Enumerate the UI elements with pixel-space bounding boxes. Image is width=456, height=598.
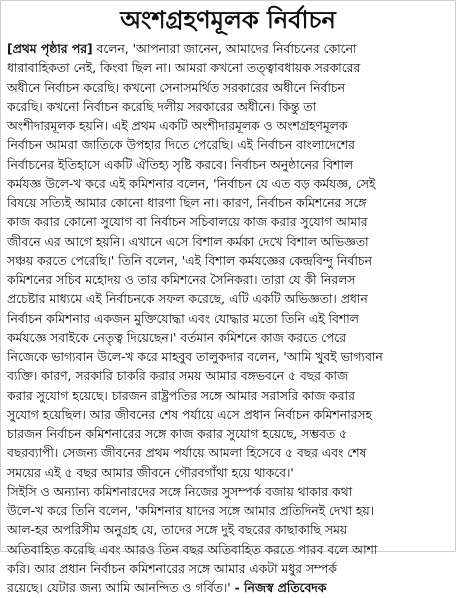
- article-line: করেছি। কখনো নির্বাচন করেছি দলীয় সরকারের অধীনে। কিন্তু তা: [7, 99, 317, 114]
- article-line: অংশীদারমূলক হয়নি। এই প্রথম একটি অংশীদারমূলক ও অংশগ্রহণমূলক: [7, 119, 348, 133]
- continuation-kicker: [প্রথম পৃষ্ঠার পর]: [7, 42, 93, 56]
- article-line: নির্বাচন আমরা জাতিকে উপহার দিতে পেরেছি। এই নির্বাচন বাংলাদেশের: [7, 138, 355, 153]
- article-line: আল-হর অপরিসীম অনুগ্রহ যে, তাদের সঙ্গে দুই বছরের কাছাকাছি সময়: [7, 523, 348, 538]
- article-line: [7, 579, 451, 598]
- article-line-text: রয়েছে। যেটার জন্য আমি আনন্দিত ও গর্বিত।': [7, 581, 235, 595]
- article-line: অতিবাহিত করেছি এবং আরও তিন বছর অতিবাহিত করতে পারব বলে আশা: [7, 542, 378, 557]
- article-line: বছরব্যাপী। সেজন্য জীবনের প্রথম পর্যায়ে আমলা হিসেবে ৫ বছর এবং শেষ: [7, 446, 367, 461]
- article-line: সময়ের এই ৫ বছর আমার জীবনে গৌরবগাঁথা হয়ে থাকবে।': [7, 465, 294, 480]
- article-line: কর্মযজ্ঞে সবাইকে নেতৃত্ব দিয়েছেন।' বর্তমান কমিশনে কাজ করতে পেরে: [7, 330, 347, 345]
- article-line: [7, 40, 451, 59]
- article-line: চারজন নির্বাচন কমিশনারের সঙ্গে কাজ করার সুযোগ হয়েছে, সম্ভবত ৫: [7, 427, 348, 441]
- article-line: কাজ করার কোনো সুযোগ বা নির্বাচন সচিবালয়ে কাজ করার সুযোগ আমার: [7, 215, 368, 230]
- article-line: কর্মযজ্ঞ উলে-খ করে এই কমিশনার বলেন, 'নির্বাচন যে এত বড় কর্মযজ্ঞ, সেই: [7, 176, 376, 191]
- article-line: করি। আর প্রধান নির্বাচন কমিশনারের সঙ্গে আমার একটা মধুর সম্পর্ক: [7, 561, 337, 576]
- article-line: সুযোগ হয়েছিল। আর জীবনের শেষ পর্যায়ে এসে প্রধান নির্বাচন কমিশনারসহ: [7, 407, 372, 422]
- article-line-text: বলেন, 'আপনারা জানেন, আমাদের নির্বাচনের কোনো: [92, 42, 357, 56]
- article-line: ধারাবাহিকতা নেই, কিংবা ছিল না। আমরা কখনো তত্ত্বাবধায়ক সরকারের: [7, 61, 361, 76]
- article-body: [7, 40, 451, 595]
- article-line: জীবনে এর আগে হয়নি। এখানে এসে বিশাল কর্মকা দেখে বিশাল অভিজ্ঞতা: [7, 234, 369, 249]
- article-line: সিইসি ও অন্যান্য কমিশনারদের সঙ্গে নিজের সুসম্পর্ক বজায় থাকার কথা: [7, 484, 353, 499]
- article-line: ব্যক্তি। কারণ, সরকারি চাকরি করার সময় আমার বঙ্গভবনে ৫ বছর কাজ: [7, 369, 348, 384]
- article-line: উলে-খ করে তিনি বলেন, 'কমিশনার যাদের সঙ্গে আমার প্রতিদিনই দেখা হয়।: [7, 504, 375, 518]
- article-line: করার সুযোগ হয়েছে। চারজন রাষ্ট্রপতির সঙ্গে আমার সরাসরি কাজ করার: [7, 388, 355, 403]
- article-line: কমিশনের সচিব মহোদয় ও তার কমিশনের সৈনিকরা। তারা যে কী নিরলস: [7, 273, 356, 287]
- article-line: প্রচেষ্টার মাধ্যমে এই নির্বাচনকে সফল করেছে, এটি একটি অভিজ্ঞতা। প্রধান: [7, 292, 368, 307]
- article-line: নিজেকে ভাগ্যবান উলে-খ করে মাহবুব তালুকদার বলেন, 'আমি খুবই ভাগ্যবান: [7, 350, 383, 364]
- article-line: নির্বাচনের ইতিহাসে একটি ঐতিহ্য সৃষ্টি করবে। নির্বাচন অনুষ্ঠানের বিশাল: [7, 157, 354, 172]
- article-line: নির্বাচন কমিশনার একজন মুক্তিযোদ্ধা এবং যোদ্ধার মতো তিনি এই বিশাল: [7, 311, 359, 326]
- byline: - নিজস্ব প্রতিবেদক: [234, 581, 327, 595]
- headline: অংশগ্রহণমূলক নির্বাচন: [120, 5, 336, 34]
- article-line: সঞ্চয় করতে পেরেছি।' তিনি বলেন, 'এই বিশাল কর্মযজ্ঞের কেন্দ্রবিন্দু নির্বাচন: [7, 253, 372, 268]
- article-line: অধীনে নির্বাচন করেছি। কখনো সেনাসমর্থিত সরকারের অধীনে নির্বাচন: [7, 80, 345, 95]
- article-line: বিষয়ে সত্যিই আমার কোনো ধারণা ছিল না। কারণ, নির্বাচন কমিশনের সঙ্গে: [7, 196, 367, 210]
